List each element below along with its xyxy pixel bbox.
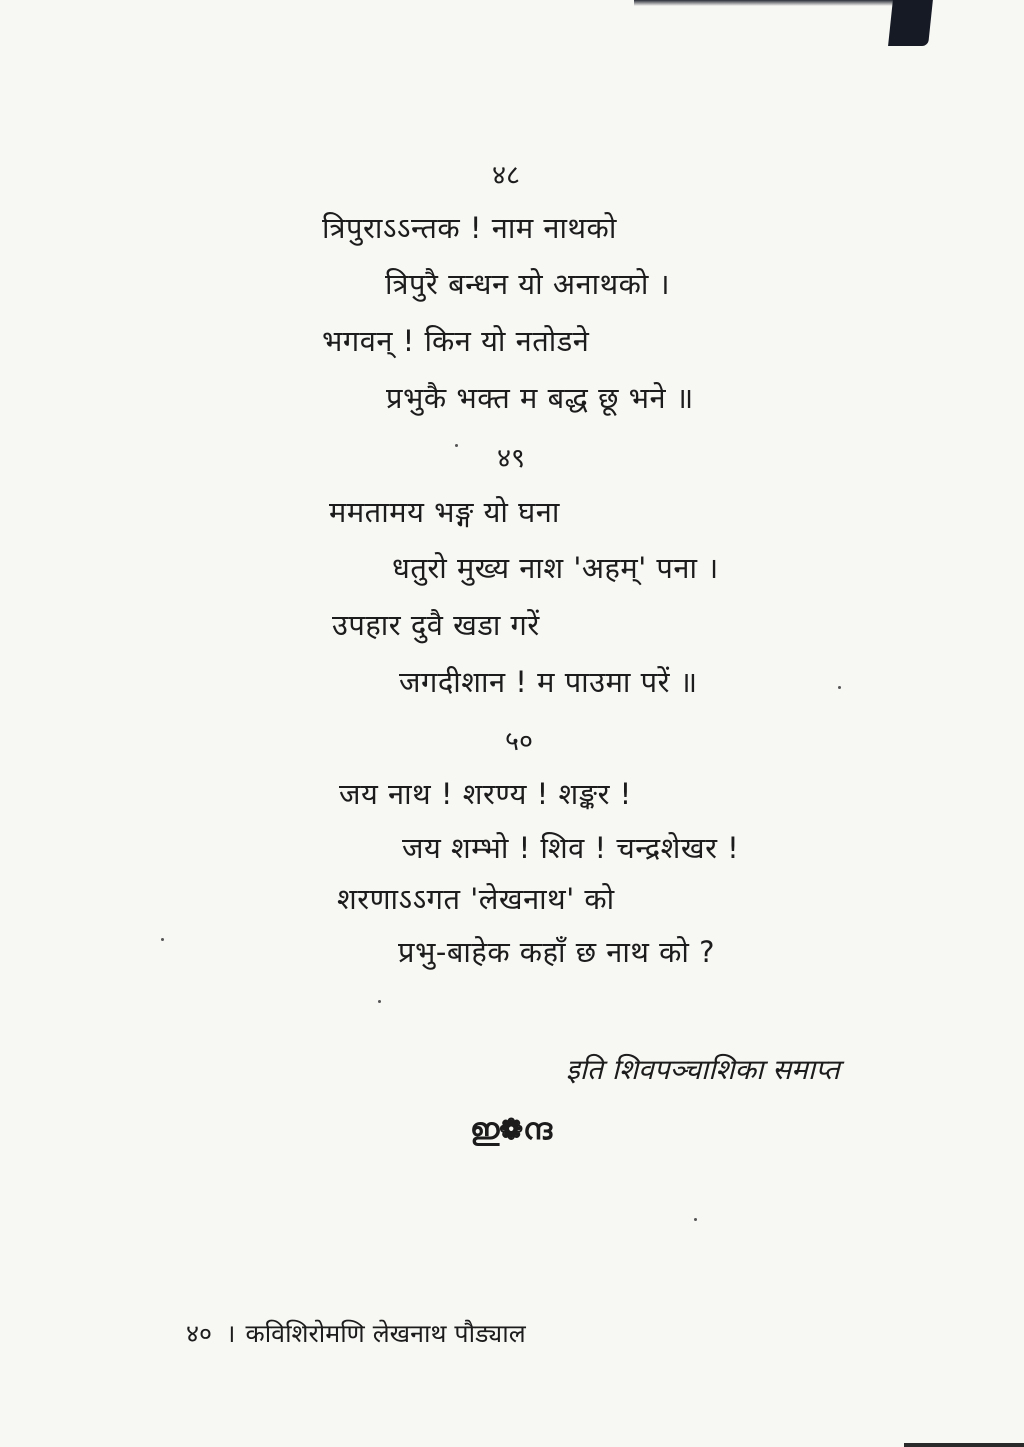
verse-number: ५० bbox=[505, 726, 534, 757]
scan-speck bbox=[694, 1218, 697, 1221]
scan-edge-mark bbox=[904, 1443, 1024, 1447]
verse-line: प्रभुकै भक्त म बद्ध छू भने ॥ bbox=[386, 381, 694, 415]
scan-edge-shadow bbox=[624, 0, 1024, 52]
verse-line: त्रिपुराऽऽन्तक ! नाम नाथको bbox=[322, 211, 617, 245]
author-name: कविशिरोमणि लेखनाथ पौड्याल bbox=[245, 1319, 526, 1348]
verse-line: धतुरो मुख्य नाश 'अहम्' पना । bbox=[392, 551, 719, 585]
scan-speck bbox=[838, 686, 841, 689]
verse-line: उपहार दुवै खडा गरें bbox=[332, 608, 540, 642]
verse-line: शरणाऽऽगत 'लेखनाथ' को bbox=[337, 882, 615, 916]
scan-speck bbox=[455, 444, 458, 447]
verse-line: त्रिपुरै बन्धन यो अनाथको । bbox=[385, 267, 671, 301]
scan-speck bbox=[378, 1000, 381, 1003]
verse-line: प्रभु-बाहेक कहाँ छ नाथ को ? bbox=[398, 935, 716, 969]
verse-number: ४८ bbox=[492, 160, 521, 191]
verse-line: जय नाथ ! शरण्य ! शङ्कर ! bbox=[339, 777, 632, 811]
scan-speck bbox=[161, 938, 164, 941]
colophon: इति शिवपञ्चाशिका समाप्त bbox=[566, 1053, 840, 1086]
verse-line: भगवन् ! किन यो नतोडने bbox=[322, 324, 590, 358]
verse-line: ममतामय भङ्ग यो घना bbox=[329, 495, 560, 529]
page-footer bbox=[186, 1316, 526, 1350]
verse-line: जगदीशान ! म पाउमा परें ॥ bbox=[399, 665, 698, 699]
page-number: ४० bbox=[186, 1319, 213, 1348]
verse-number: ४९ bbox=[497, 443, 526, 474]
footer-separator: । bbox=[226, 1319, 236, 1348]
ornament-divider: ഇ❁ന്ദ bbox=[470, 1112, 553, 1147]
verse-line: जय शम्भो ! शिव ! चन्द्रशेखर ! bbox=[402, 831, 740, 865]
